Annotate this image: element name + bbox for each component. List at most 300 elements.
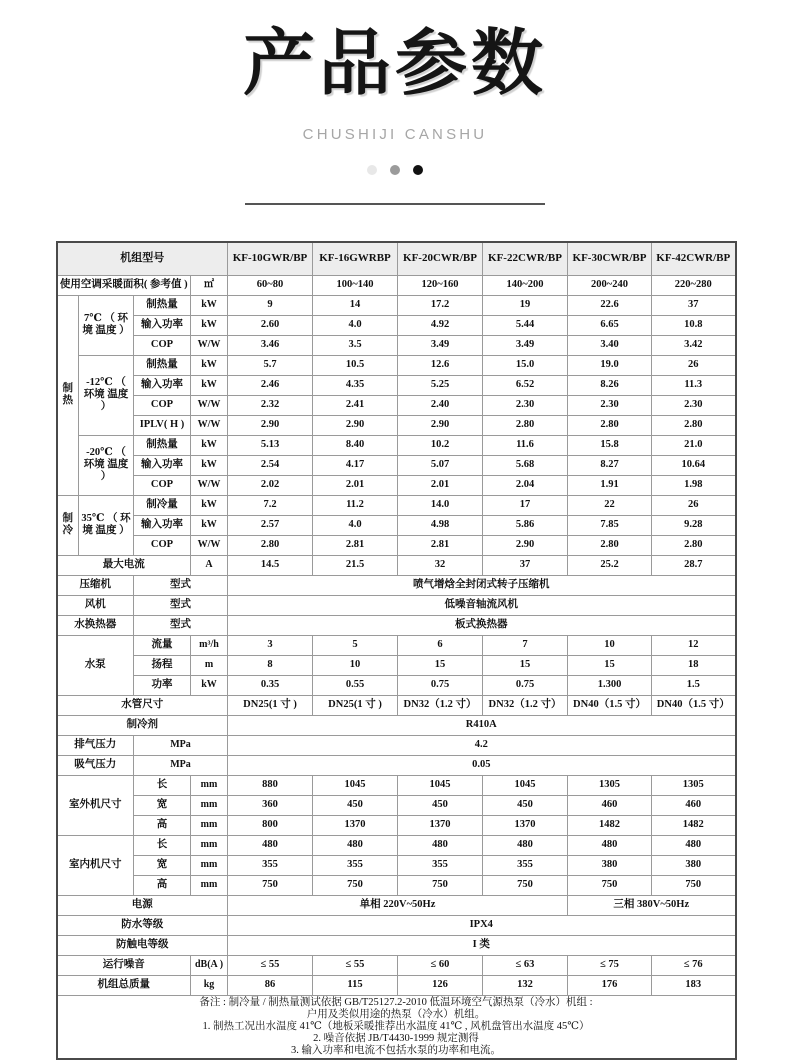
cell-value: 2.80 [568, 415, 652, 435]
cell-value: 2.60 [228, 315, 313, 335]
table-row-suction-pressure [57, 755, 736, 775]
cell-value: 3 [228, 635, 313, 655]
cell-value: 37 [652, 295, 736, 315]
area-value-4: 140~200 [483, 275, 568, 295]
cell-value: 2.90 [313, 415, 398, 435]
cell-value: 26 [652, 355, 736, 375]
dot-1-icon[interactable] [367, 165, 377, 175]
cell-value: 8.40 [313, 435, 398, 455]
cell-value: 1305 [652, 775, 736, 795]
cell-value: 5.7 [228, 355, 313, 375]
cell-value: 4.92 [398, 315, 483, 335]
model-col-2: KF-16GWRBP [313, 242, 398, 276]
cell-value: 1045 [398, 775, 483, 795]
outdoor-size-label: 室外机尺寸 [57, 775, 134, 835]
cell-value: 183 [652, 975, 736, 995]
cell-value: 4.0 [313, 315, 398, 335]
table-row-indoor-width [57, 855, 736, 875]
table-row-heat-m12c-cop [57, 395, 736, 415]
cell-value: 4.98 [398, 515, 483, 535]
row-unit: W/W [191, 415, 228, 435]
cell-value: 25.2 [568, 555, 652, 575]
cell-value: 355 [483, 855, 568, 875]
cell-value: 1.98 [652, 475, 736, 495]
cell-value: 1482 [568, 815, 652, 835]
noise-label: 运行噪音 [57, 955, 191, 975]
cell-value: 5.07 [398, 455, 483, 475]
area-value-1: 60~80 [228, 275, 313, 295]
model-col-1: KF-10GWR/BP [228, 242, 313, 276]
cell-value: 10.5 [313, 355, 398, 375]
row-label: 流量 [134, 635, 191, 655]
cell-value: 5 [313, 635, 398, 655]
row-label: 长 [134, 775, 191, 795]
row-unit: W/W [191, 335, 228, 355]
cell-value: 3.46 [228, 335, 313, 355]
row-label: COP [134, 535, 191, 555]
note-line: 3. 输入功率和电流不包括水泵的功率和电流。 [291, 1044, 501, 1056]
cell-value: 2.32 [228, 395, 313, 415]
cell-value: 15 [398, 655, 483, 675]
row-label: 功率 [134, 675, 191, 695]
table-row-pump-power [57, 675, 736, 695]
cell-value: 18 [652, 655, 736, 675]
area-unit: ㎡ [191, 275, 228, 295]
cell-value: ≤ 63 [483, 955, 568, 975]
row-unit: W/W [191, 475, 228, 495]
power-supply-single-phase: 单相 220V~50Hz [228, 895, 568, 915]
power-supply-label: 电源 [57, 895, 228, 915]
cell-value: 22.6 [568, 295, 652, 315]
note-line: 户用及类似用途的热泵（冷水）机组。 [306, 1008, 486, 1020]
cell-value: 750 [313, 875, 398, 895]
row-label: COP [134, 335, 191, 355]
table-row-heat-m20c-capacity [57, 435, 736, 455]
cooling-group-label: 制冷 [57, 495, 79, 555]
cell-value: 10 [313, 655, 398, 675]
cell-value: 2.54 [228, 455, 313, 475]
cell-value: 12 [652, 635, 736, 655]
discharge-pressure-unit: MPa [134, 735, 228, 755]
cell-value: 21.0 [652, 435, 736, 455]
cell-value: 3.5 [313, 335, 398, 355]
row-unit: kW [191, 515, 228, 535]
model-col-3: KF-20CWR/BP [398, 242, 483, 276]
cell-value: 1.5 [652, 675, 736, 695]
cell-value: 3.40 [568, 335, 652, 355]
model-col-6: KF-42CWR/BP [652, 242, 736, 276]
model-header-cell: 机组型号 [57, 242, 228, 276]
cell-value: 7.85 [568, 515, 652, 535]
cell-value: 8.26 [568, 375, 652, 395]
cell-value: 8 [228, 655, 313, 675]
cell-value: 32 [398, 555, 483, 575]
table-row-heat-m20c-input [57, 455, 736, 475]
notes-cell [57, 995, 736, 1059]
table-row-cool-35c-capacity [57, 495, 736, 515]
cell-value: 2.02 [228, 475, 313, 495]
max-current-label: 最大电流 [57, 555, 191, 575]
water-pump-label: 水泵 [57, 635, 134, 695]
cell-value: 2.30 [483, 395, 568, 415]
note-line: 备注 : 制冷量 / 制热量测试依据 GB/T25127.2-2010 低温环境空气源热泵（冷水）机组 : [199, 996, 593, 1008]
cell-value: 10.2 [398, 435, 483, 455]
cell-value: DN40（1.5 寸） [652, 695, 736, 715]
fan-sublabel: 型式 [134, 595, 228, 615]
cell-value: DN32（1.2 寸） [483, 695, 568, 715]
product-spec-table [56, 241, 737, 1060]
noise-unit: dB(A ) [191, 955, 228, 975]
table-row-outdoor-width [57, 795, 736, 815]
table-row-power-supply [57, 895, 736, 915]
table-row-discharge-pressure [57, 735, 736, 755]
table-row-indoor-length [57, 835, 736, 855]
cell-value: 2.30 [568, 395, 652, 415]
cell-value: ≤ 76 [652, 955, 736, 975]
table-row-refrigerant [57, 715, 736, 735]
cell-value: 4.0 [313, 515, 398, 535]
cell-value: 380 [652, 855, 736, 875]
cell-value: 176 [568, 975, 652, 995]
water-exchanger-sublabel: 型式 [134, 615, 228, 635]
cell-value: 2.81 [398, 535, 483, 555]
cell-value: 2.80 [483, 415, 568, 435]
cell-value: 355 [228, 855, 313, 875]
row-label: IPLV( H ) [134, 415, 191, 435]
cell-value: 750 [483, 875, 568, 895]
cell-value: ≤ 55 [228, 955, 313, 975]
row-unit: kW [191, 435, 228, 455]
cell-value: 3.49 [398, 335, 483, 355]
weight-unit: kg [191, 975, 228, 995]
row-label: 长 [134, 835, 191, 855]
compressor-sublabel: 型式 [134, 575, 228, 595]
cell-value: 17.2 [398, 295, 483, 315]
fan-label: 风机 [57, 595, 134, 615]
table-row-heat-7c-cop [57, 335, 736, 355]
spec-table-container [56, 241, 735, 1060]
cell-value: 3.42 [652, 335, 736, 355]
model-col-5: KF-30CWR/BP [568, 242, 652, 276]
cell-value: 132 [483, 975, 568, 995]
row-unit: mm [191, 775, 228, 795]
cell-value: 480 [652, 835, 736, 855]
table-row-cool-35c-cop [57, 535, 736, 555]
row-label: 高 [134, 815, 191, 835]
table-row-pump-flow [57, 635, 736, 655]
cell-value: 2.46 [228, 375, 313, 395]
table-row-fan [57, 595, 736, 615]
cell-value: 14 [313, 295, 398, 315]
cell-value: 2.30 [652, 395, 736, 415]
cell-value: 26 [652, 495, 736, 515]
discharge-pressure-value: 4.2 [228, 735, 736, 755]
cell-value: 1370 [313, 815, 398, 835]
cell-value: 5.25 [398, 375, 483, 395]
discharge-pressure-label: 排气压力 [57, 735, 134, 755]
cell-value: 2.90 [228, 415, 313, 435]
row-label: 输入功率 [134, 315, 191, 335]
compressor-value: 喷气增焓全封闭式转子压缩机 [228, 575, 736, 595]
cell-value: 15.0 [483, 355, 568, 375]
row-unit: mm [191, 855, 228, 875]
table-row-notes [57, 995, 736, 1059]
cell-value: 1305 [568, 775, 652, 795]
compressor-label: 压缩机 [57, 575, 134, 595]
condition-minus-20c: -20℃ （ 环境 温度 ） [79, 435, 134, 495]
area-label: 使用空调采暖面积( 参考值 ) [57, 275, 191, 295]
row-label: 输入功率 [134, 375, 191, 395]
row-label: 高 [134, 875, 191, 895]
weight-label: 机组总质量 [57, 975, 191, 995]
cell-value: 2.80 [652, 415, 736, 435]
row-label: 扬程 [134, 655, 191, 675]
cell-value: 2.04 [483, 475, 568, 495]
cell-value: 480 [483, 835, 568, 855]
indoor-size-label: 室内机尺寸 [57, 835, 134, 895]
cell-value: 9.28 [652, 515, 736, 535]
cell-value: 15.8 [568, 435, 652, 455]
shock-protection-label: 防触电等级 [57, 935, 228, 955]
cell-value: 4.17 [313, 455, 398, 475]
cell-value: 10 [568, 635, 652, 655]
row-unit: mm [191, 835, 228, 855]
cell-value: 800 [228, 815, 313, 835]
row-unit: m³/h [191, 635, 228, 655]
table-row-heat-7c-input [57, 315, 736, 335]
row-label: COP [134, 395, 191, 415]
table-row-indoor-height [57, 875, 736, 895]
cell-value: 750 [652, 875, 736, 895]
cell-value: 9 [228, 295, 313, 315]
row-unit: kW [191, 355, 228, 375]
row-unit: m [191, 655, 228, 675]
cell-value: 1482 [652, 815, 736, 835]
cell-value: 880 [228, 775, 313, 795]
cell-value: 14.5 [228, 555, 313, 575]
table-row-area [57, 275, 736, 295]
cell-value: 5.44 [483, 315, 568, 335]
cell-value: 2.81 [313, 535, 398, 555]
cell-value: 11.6 [483, 435, 568, 455]
cell-value: 22 [568, 495, 652, 515]
cell-value: DN32（1.2 寸） [398, 695, 483, 715]
cell-value: 21.5 [313, 555, 398, 575]
cell-value: 8.27 [568, 455, 652, 475]
cell-value: 19.0 [568, 355, 652, 375]
cell-value: 0.75 [483, 675, 568, 695]
cell-value: 2.57 [228, 515, 313, 535]
cell-value: 28.7 [652, 555, 736, 575]
cell-value: 750 [228, 875, 313, 895]
cell-value: 450 [313, 795, 398, 815]
cell-value: 380 [568, 855, 652, 875]
cell-value: ≤ 60 [398, 955, 483, 975]
power-supply-three-phase: 三相 380V~50Hz [568, 895, 736, 915]
table-row-shock-protection [57, 935, 736, 955]
cell-value: 2.80 [652, 535, 736, 555]
waterproof-label: 防水等级 [57, 915, 228, 935]
cell-value: 10.8 [652, 315, 736, 335]
cell-value: 2.80 [568, 535, 652, 555]
row-unit: kW [191, 675, 228, 695]
table-row-heat-m12c-capacity [57, 355, 736, 375]
cell-value: 4.35 [313, 375, 398, 395]
table-header-row [57, 242, 736, 276]
cell-value: DN25(1 寸 ) [228, 695, 313, 715]
row-label: 制热量 [134, 295, 191, 315]
suction-pressure-unit: MPa [134, 755, 228, 775]
cell-value: 0.35 [228, 675, 313, 695]
cell-value: 1370 [398, 815, 483, 835]
fan-value: 低噪音轴流风机 [228, 595, 736, 615]
cell-value: 480 [313, 835, 398, 855]
row-unit: kW [191, 315, 228, 335]
cell-value: 1.91 [568, 475, 652, 495]
cell-value: 5.13 [228, 435, 313, 455]
table-row-heat-7c-capacity [57, 295, 736, 315]
table-row-weight [57, 975, 736, 995]
cell-value: ≤ 55 [313, 955, 398, 975]
cell-value: 2.90 [483, 535, 568, 555]
cell-value: 14.0 [398, 495, 483, 515]
cell-value: 6.65 [568, 315, 652, 335]
row-unit: kW [191, 495, 228, 515]
row-unit: kW [191, 455, 228, 475]
table-row-compressor [57, 575, 736, 595]
row-label: 制热量 [134, 435, 191, 455]
cell-value: DN25(1 寸 ) [313, 695, 398, 715]
cell-value: 2.90 [398, 415, 483, 435]
cell-value: ≤ 75 [568, 955, 652, 975]
cell-value: DN40（1.5 寸） [568, 695, 652, 715]
cell-value: 355 [313, 855, 398, 875]
table-row-pump-head [57, 655, 736, 675]
cell-value: 750 [568, 875, 652, 895]
cell-value: 480 [568, 835, 652, 855]
row-label: 输入功率 [134, 515, 191, 535]
row-unit: mm [191, 795, 228, 815]
cell-value: 480 [398, 835, 483, 855]
row-label: 输入功率 [134, 455, 191, 475]
cell-value: 360 [228, 795, 313, 815]
cell-value: 2.40 [398, 395, 483, 415]
note-line: 1. 制热工况出水温度 41℃（地板采暖推荐出水温度 41℃ , 风机盘管出水温度 45℃） [202, 1020, 590, 1032]
cell-value: 5.68 [483, 455, 568, 475]
pipe-size-label: 水管尺寸 [57, 695, 228, 715]
cell-value: 12.6 [398, 355, 483, 375]
cell-value: 11.3 [652, 375, 736, 395]
row-label: 宽 [134, 795, 191, 815]
model-col-4: KF-22CWR/BP [483, 242, 568, 276]
cell-value: 1045 [313, 775, 398, 795]
cell-value: 1370 [483, 815, 568, 835]
cell-value: 460 [568, 795, 652, 815]
cell-value: 2.41 [313, 395, 398, 415]
area-value-3: 120~160 [398, 275, 483, 295]
waterproof-value: IPX4 [228, 915, 736, 935]
cell-value: 450 [398, 795, 483, 815]
cell-value: 0.75 [398, 675, 483, 695]
cell-value: 115 [313, 975, 398, 995]
cell-value: 6.52 [483, 375, 568, 395]
row-unit: W/W [191, 535, 228, 555]
note-line: 2. 噪音依据 JB/T4430-1999 规定测得 [313, 1032, 479, 1044]
cell-value: 460 [652, 795, 736, 815]
condition-minus-12c: -12℃ （ 环境 温度 ） [79, 355, 134, 435]
cell-value: 3.49 [483, 335, 568, 355]
table-row-pipe-size [57, 695, 736, 715]
water-exchanger-label: 水换热器 [57, 615, 134, 635]
dot-3-icon[interactable] [413, 165, 423, 175]
cell-value: 19 [483, 295, 568, 315]
cell-value: 2.01 [313, 475, 398, 495]
cell-value: 1.300 [568, 675, 652, 695]
row-label: COP [134, 475, 191, 495]
suction-pressure-label: 吸气压力 [57, 755, 134, 775]
table-row-cool-35c-input [57, 515, 736, 535]
row-unit: W/W [191, 395, 228, 415]
table-row-heat-m12c-iplv [57, 415, 736, 435]
table-row-heat-m20c-cop [57, 475, 736, 495]
cell-value: 6 [398, 635, 483, 655]
area-value-6: 220~280 [652, 275, 736, 295]
cell-value: 15 [483, 655, 568, 675]
table-row-max-current [57, 555, 736, 575]
cell-value: 5.86 [483, 515, 568, 535]
shock-protection-value: I 类 [228, 935, 736, 955]
cell-value: 480 [228, 835, 313, 855]
refrigerant-value: R410A [228, 715, 736, 735]
pagination-dots [0, 165, 790, 175]
page-title: 产品参数 [242, 21, 547, 105]
table-row-noise [57, 955, 736, 975]
cell-value: 7 [483, 635, 568, 655]
header-divider [245, 203, 545, 205]
cell-value: 7.2 [228, 495, 313, 515]
cell-value: 1045 [483, 775, 568, 795]
table-row-waterproof [57, 915, 736, 935]
cell-value: 86 [228, 975, 313, 995]
water-exchanger-value: 板式换热器 [228, 615, 736, 635]
page-subtitle: CHUSHIJI CANSHU [302, 125, 488, 143]
refrigerant-label: 制冷剂 [57, 715, 228, 735]
row-label: 制热量 [134, 355, 191, 375]
cell-value: 17 [483, 495, 568, 515]
max-current-unit: A [191, 555, 228, 575]
dot-2-icon[interactable] [390, 165, 400, 175]
row-unit: kW [191, 295, 228, 315]
cell-value: 11.2 [313, 495, 398, 515]
row-label: 宽 [134, 855, 191, 875]
cell-value: 2.01 [398, 475, 483, 495]
cell-value: 37 [483, 555, 568, 575]
page-header [0, 0, 790, 205]
row-unit: mm [191, 875, 228, 895]
cell-value: 126 [398, 975, 483, 995]
cell-value: 355 [398, 855, 483, 875]
table-row-water-exchanger [57, 615, 736, 635]
row-label: 制冷量 [134, 495, 191, 515]
row-unit: mm [191, 815, 228, 835]
condition-7c: 7℃ （ 环境 温度 ） [79, 295, 134, 355]
area-value-2: 100~140 [313, 275, 398, 295]
cell-value: 2.80 [228, 535, 313, 555]
cell-value: 10.64 [652, 455, 736, 475]
cell-value: 15 [568, 655, 652, 675]
heating-group-label: 制热 [57, 295, 79, 495]
cell-value: 0.55 [313, 675, 398, 695]
